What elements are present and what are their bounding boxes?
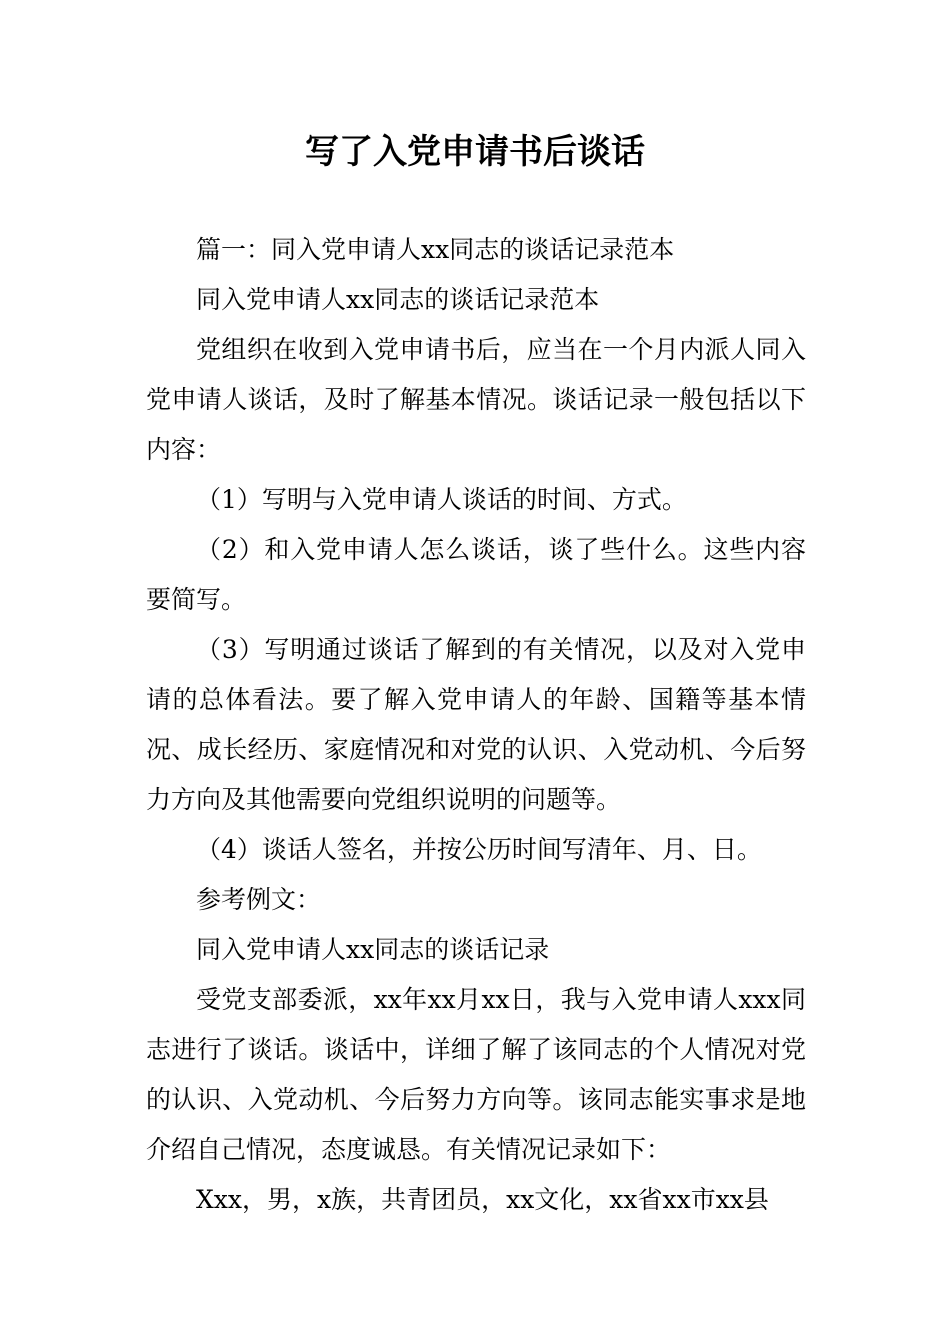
paragraph: 篇一：同入党申请人xx同志的谈话记录范本 [196,235,675,264]
paragraph: （2）和入党申请人怎么谈话，谈了些什么。这些内容要简写。 [146,535,806,614]
paragraph: （1）写明与入党申请人谈话的时间、方式。 [196,485,687,514]
paragraph: 同入党申请人xx同志的谈话记录 [196,935,550,964]
paragraph: Xxx，男，x族，共青团员，xx文化，xx省xx市xx县 [196,1185,769,1214]
paragraph: 受党支部委派，xx年xx月xx日，我与入党申请人xxx同志进行了谈话。谈话中，详细了解了该同志的个人情况对党的认识、入党动机、今后努力方向等。该同志能实事求是地介绍自己情况，态度诚恳。有关情况记录如下： [146,985,806,1164]
paragraph: 党组织在收到入党申请书后，应当在一个月内派人同入党申请人谈话，及时了解基本情况。谈话记录一般包括以下内容： [146,335,806,464]
paragraph: 同入党申请人xx同志的谈话记录范本 [196,285,600,314]
document-body [146,225,806,1225]
paragraph: （3）写明通过谈话了解到的有关情况，以及对入党申请的总体看法。要了解入党申请人的年龄、国籍等基本情况、成长经历、家庭情况和对党的认识、入党动机、今后努力方向及其他需要向党组织说明的问题等。 [146,635,806,814]
paragraph: （4）谈话人签名，并按公历时间写清年、月、日。 [196,835,762,864]
paragraph: 参考例文： [196,885,322,914]
page-title: 写了入党申请书后谈话 [305,132,645,172]
